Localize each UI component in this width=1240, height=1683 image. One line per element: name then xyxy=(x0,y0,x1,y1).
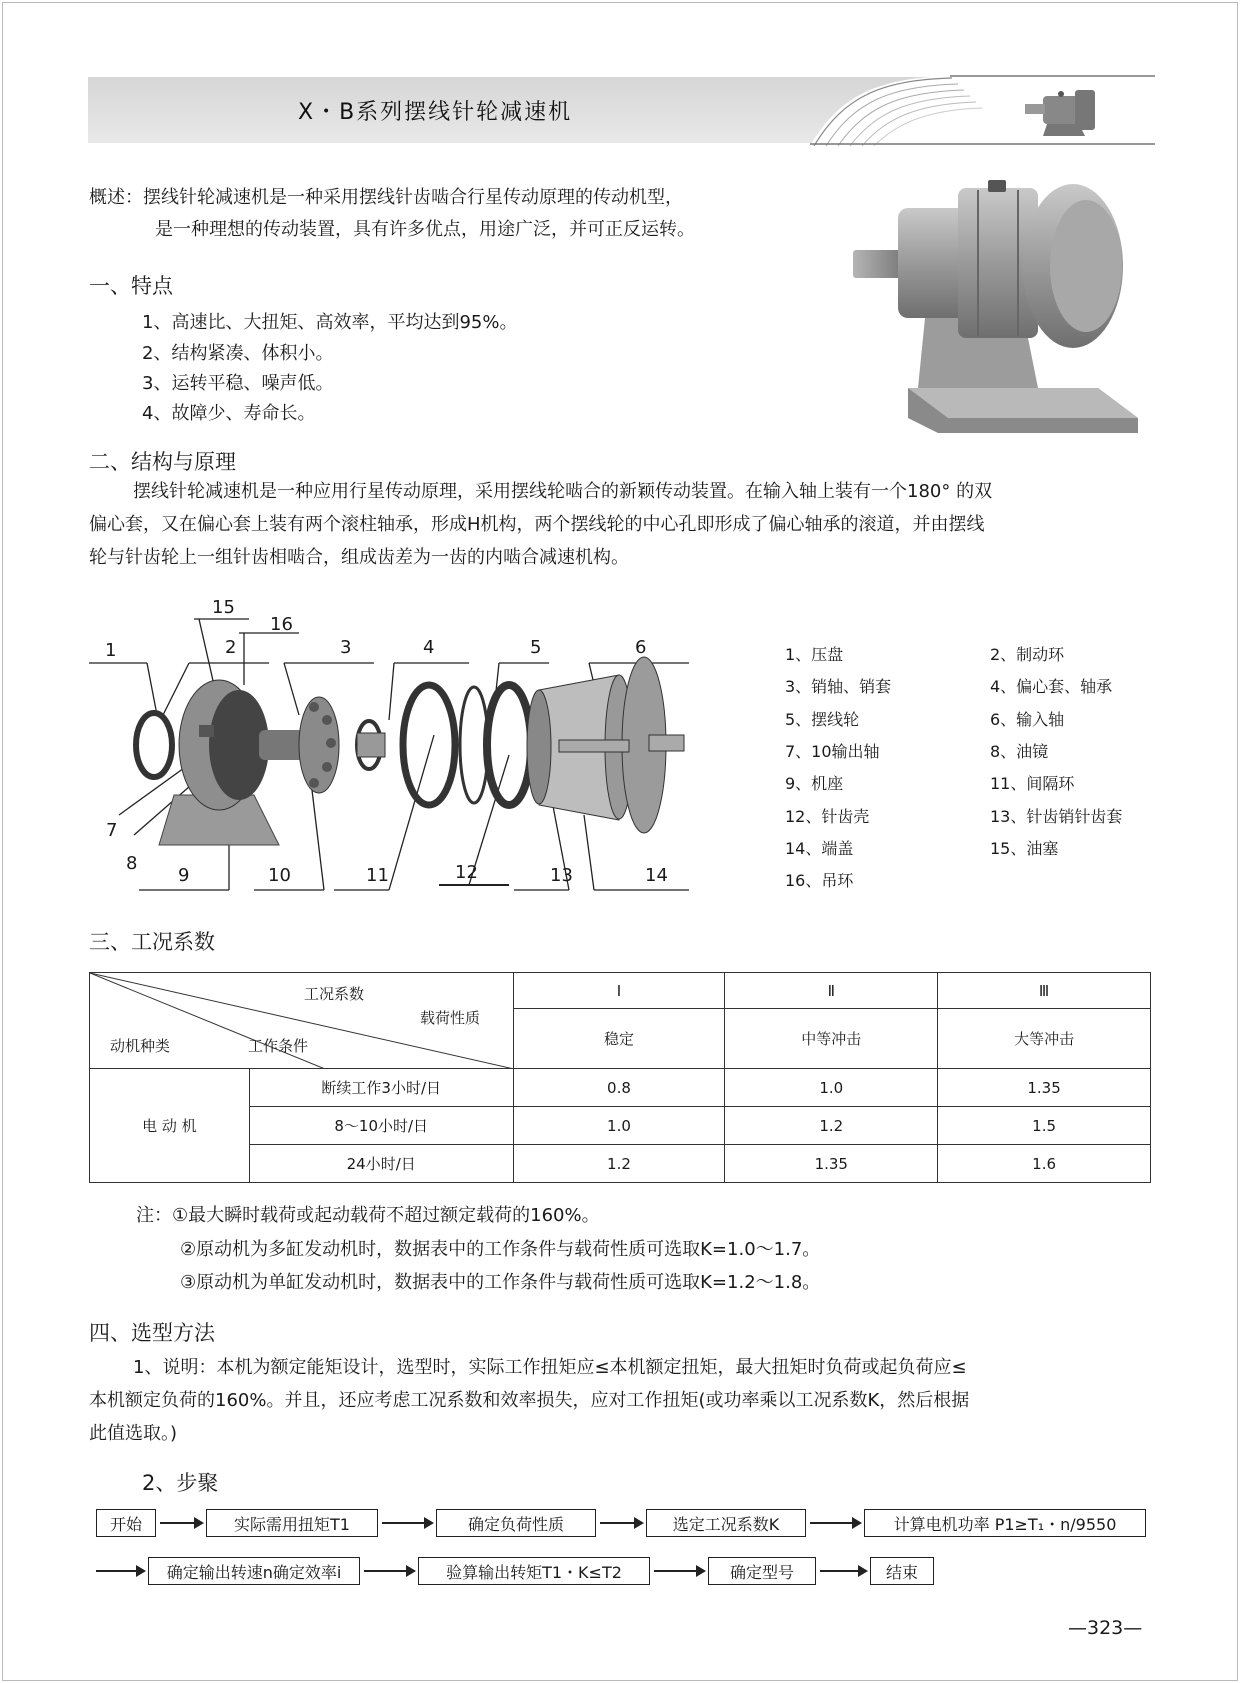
factor-cell: 1.6 xyxy=(938,1145,1151,1183)
diagram-label: 14 xyxy=(645,865,668,886)
parts-item: 8、油镜 xyxy=(990,742,1049,761)
flow-step: 选定工况系数K xyxy=(646,1509,806,1537)
note-1: 注：①最大瞬时载荷或起动载荷不超过额定载荷的160%。 xyxy=(136,1205,600,1226)
factor-cell: 1.2 xyxy=(513,1145,725,1183)
col-header: Ⅱ xyxy=(725,973,938,1009)
diagram-label: 6 xyxy=(635,637,647,658)
flow-step-end: 结束 xyxy=(870,1557,934,1585)
table-diag-cond: 工作条件 xyxy=(248,1037,309,1055)
flow-arrow xyxy=(160,1522,202,1524)
parts-item: 5、摆线轮 xyxy=(785,710,860,729)
steps-title: 2、步聚 xyxy=(142,1471,219,1495)
page-number: —323— xyxy=(1068,1617,1143,1639)
col-header: Ⅲ xyxy=(938,973,1151,1009)
feature-item: 1、高速比、大扭矩、高效率，平均达到95%。 xyxy=(142,312,518,333)
parts-item: 14、端盖 xyxy=(785,839,854,858)
diagram-label: 13 xyxy=(550,865,573,886)
table-diag-top: 工况系数 xyxy=(304,985,365,1003)
condition-cell: 8～10小时/日 xyxy=(249,1107,513,1145)
flow-step: 计算电机功率 P1≥T₁・n/9550 xyxy=(864,1509,1146,1537)
table-diag-left: 动机种类 xyxy=(110,1037,171,1055)
structure-line-1: 摆线针轮减速机是一种应用行星传动原理，采用摆线轮啮合的新颖传动装置。在输入轴上装有一个180° 的双 xyxy=(133,481,993,502)
col-header: Ⅰ xyxy=(513,973,725,1009)
exploded-diagram xyxy=(89,595,699,895)
flow-step: 实际需用扭矩T1 xyxy=(206,1509,378,1537)
diagram-label: 5 xyxy=(530,637,542,658)
parts-item: 13、针齿销针齿套 xyxy=(990,807,1123,826)
factor-cell: 1.35 xyxy=(725,1145,938,1183)
structure-line-3: 轮与针齿轮上一组针齿相啮合，组成齿差为一齿的内啮合减速机构。 xyxy=(89,547,629,568)
factor-cell: 1.35 xyxy=(938,1069,1151,1107)
factor-cell: 1.0 xyxy=(513,1107,725,1145)
overview-line-1: 概述：摆线针轮减速机是一种采用摆线针齿啮合行星传动原理的传动机型， xyxy=(89,187,683,208)
flow-step-start: 开始 xyxy=(96,1509,156,1537)
feature-item: 2、结构紧凑、体积小。 xyxy=(142,343,334,364)
note-3: ③原动机为单缸发动机时，数据表中的工作条件与载荷性质可选取K=1.2～1.8。 xyxy=(180,1272,821,1293)
reducer-thumbnail-image xyxy=(1015,82,1125,140)
factor-cell: 1.0 xyxy=(725,1069,938,1107)
table-diag-mid: 载荷性质 xyxy=(420,1009,481,1027)
flow-arrow xyxy=(810,1522,860,1524)
flow-arrow xyxy=(600,1522,642,1524)
condition-cell: 24小时/日 xyxy=(249,1145,513,1183)
parts-item: 1、压盘 xyxy=(785,645,844,664)
structure-line-2: 偏心套，又在偏心套上装有两个滚柱轴承，形成H机构，两个摆线轮的中心孔即形成了偏心轴承的滚道，并由摆线 xyxy=(89,514,985,535)
feature-item: 3、运转平稳、噪声低。 xyxy=(142,373,334,394)
selection-line-1: 1、说明：本机为额定能矩设计，选型时，实际工作扭矩应≤本机额定扭矩，最大扭矩时负荷或起负荷应≤ xyxy=(133,1357,967,1378)
selection-line-3: 此值选取。) xyxy=(89,1423,178,1444)
parts-item: 6、输入轴 xyxy=(990,710,1065,729)
features-title: 一、特点 xyxy=(89,274,173,298)
parts-item: 9、机座 xyxy=(785,774,844,793)
flow-step: 确定输出转速n确定效率i xyxy=(148,1557,360,1585)
parts-item: 11、间隔环 xyxy=(990,774,1075,793)
col-subheader: 稳定 xyxy=(513,1009,725,1069)
flow-arrow xyxy=(382,1522,432,1524)
diagram-label: 2 xyxy=(225,637,237,658)
conditions-title: 三、工况系数 xyxy=(89,930,215,954)
condition-cell: 断续工作3小时/日 xyxy=(249,1069,513,1107)
motor-type-cell: 电 动 机 xyxy=(90,1069,250,1183)
parts-item: 15、油塞 xyxy=(990,839,1059,858)
diagram-label: 8 xyxy=(126,853,138,874)
flow-arrow xyxy=(96,1570,144,1572)
factor-cell: 1.5 xyxy=(938,1107,1151,1145)
factor-cell: 1.2 xyxy=(725,1107,938,1145)
page-title: X・B系列摆线针轮减速机 xyxy=(298,100,573,125)
flow-step: 确定负荷性质 xyxy=(436,1509,596,1537)
diagram-label: 10 xyxy=(268,865,291,886)
service-factor-table xyxy=(89,972,1151,1183)
diagram-label: 16 xyxy=(270,614,293,635)
diagram-label: 11 xyxy=(366,865,389,886)
flow-step: 验算输出转矩T1・K≤T2 xyxy=(418,1557,650,1585)
col-subheader: 中等冲击 xyxy=(725,1009,938,1069)
selection-title: 四、选型方法 xyxy=(89,1321,215,1345)
parts-item: 4、偏心套、轴承 xyxy=(990,677,1113,696)
reducer-product-image xyxy=(848,178,1148,453)
parts-item: 2、制动环 xyxy=(990,645,1065,664)
feature-item: 4、故障少、寿命长。 xyxy=(142,403,316,424)
parts-item: 3、销轴、销套 xyxy=(785,677,892,696)
parts-item: 12、针齿壳 xyxy=(785,807,870,826)
diagram-label: 7 xyxy=(106,820,118,841)
flow-arrow xyxy=(364,1570,414,1572)
diagram-label: 15 xyxy=(212,597,235,618)
diagram-label: 9 xyxy=(178,865,190,886)
parts-item: 7、10输出轴 xyxy=(785,742,880,761)
overview-line-2: 是一种理想的传动装置，具有许多优点，用途广泛，并可正反运转。 xyxy=(155,219,695,240)
structure-title: 二、结构与原理 xyxy=(89,450,236,474)
diagram-label: 4 xyxy=(423,637,435,658)
note-2: ②原动机为多缸发动机时，数据表中的工作条件与载荷性质可选取K=1.0～1.7。 xyxy=(180,1239,821,1260)
table-diagonal-header xyxy=(90,973,514,1069)
diagram-label: 3 xyxy=(340,637,352,658)
parts-item: 16、吊环 xyxy=(785,871,854,890)
diagram-label: 1 xyxy=(105,640,117,661)
flow-step: 确定型号 xyxy=(708,1557,816,1585)
factor-cell: 0.8 xyxy=(513,1069,725,1107)
col-subheader: 大等冲击 xyxy=(938,1009,1151,1069)
diagram-label: 12 xyxy=(455,862,478,883)
flow-arrow xyxy=(820,1570,866,1572)
flow-arrow xyxy=(654,1570,704,1572)
selection-line-2: 本机额定负荷的160%。并且，还应考虑工况系数和效率损失，应对工作扭矩(或功率乘以工况系数K，然后根据 xyxy=(89,1390,970,1411)
